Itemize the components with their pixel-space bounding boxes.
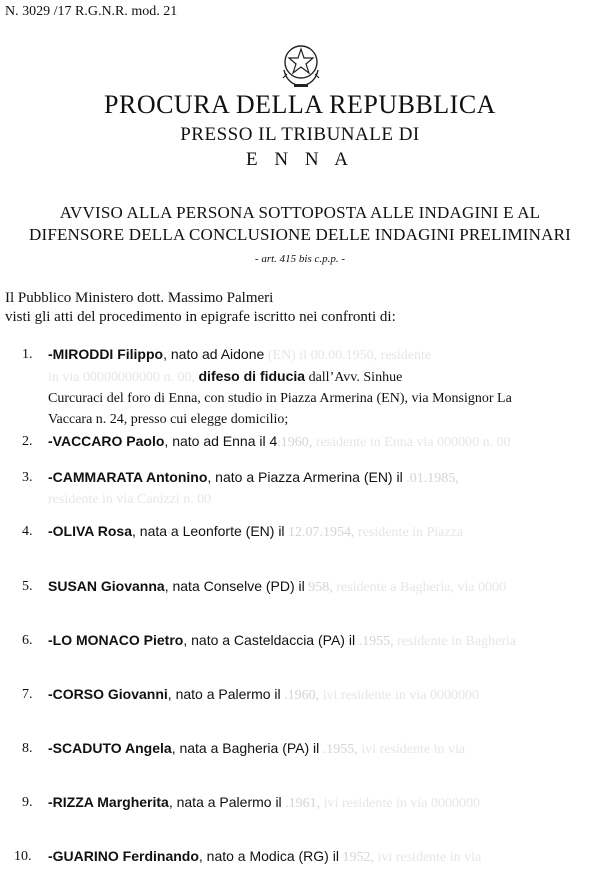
redacted-text: residente in Piazza [358, 525, 463, 540]
list-item [22, 792, 592, 814]
list-item [22, 738, 592, 760]
defense-line-4: Vaccara n. 24, presso cui elegge domicilio; [48, 412, 289, 427]
item-number: 6. [22, 633, 33, 648]
list-item [22, 684, 592, 706]
office-title: PROCURA DELLA REPUBBLICA [104, 90, 496, 119]
list-item [22, 467, 592, 510]
person-name: -GUARINO Ferdinando [48, 848, 199, 864]
person-name: -LO MONACO Pietro [48, 632, 184, 648]
redacted-text: residente a Bagheria, via 0000 [336, 580, 507, 595]
item-number: 7. [22, 687, 33, 702]
item-number: 1. [22, 347, 33, 362]
list-item [22, 344, 592, 430]
partial-date: 958, [308, 580, 333, 595]
redacted-text: ivi residente in via 0000000 [323, 796, 480, 811]
redacted-text: ivi residente in via [361, 742, 466, 757]
person-details: , nato a Modica (RG) il [198, 848, 339, 864]
person-details: , nato a Casteldaccia (PA) il [183, 632, 356, 648]
person-name: -RIZZA Margherita [48, 794, 169, 810]
item-number: 4. [22, 524, 33, 539]
notice-title-line2: DIFENSORE DELLA CONCLUSIONE DELLE INDAGINI PRELIMINARI [28, 225, 571, 244]
partial-date: 12.07.1954, [288, 525, 355, 540]
person-name: -OLIVA Rosa [48, 523, 133, 539]
person-name: -CAMMARATA Antonino [48, 469, 208, 485]
redacted-text: in via 00000000000 n. 00, [48, 370, 195, 385]
person-name: SUSAN Giovanna [48, 578, 165, 594]
person-name: -MIRODDI Filippo [48, 346, 164, 362]
item-number: 9. [22, 795, 33, 810]
item-number: 2. [22, 434, 33, 449]
person-details: , nato a Palermo il [167, 686, 281, 702]
protocol-number: N. 3029 /17 R.G.N.R. mod. 21 [5, 4, 178, 19]
person-details: , nata a Leonforte (EN) il [132, 523, 285, 539]
list-item [22, 576, 592, 598]
list-item [22, 521, 592, 543]
item-number: 5. [22, 579, 33, 594]
partial-date: .1960, [284, 688, 320, 703]
defense-detail: dall’Avv. Sinhue [305, 370, 403, 385]
defense-label: difeso di fiducia [198, 368, 306, 384]
person-name: -CORSO Giovanni [48, 686, 168, 702]
list-item [22, 630, 592, 652]
person-details: , nata a Palermo il [168, 794, 282, 810]
partial-date: .1961, [285, 796, 321, 811]
redacted-text: residente in Bagheria [397, 634, 517, 649]
person-details: , nato a Piazza Armerina (EN) il [207, 469, 403, 485]
person-details: , nato ad Aidone [163, 346, 265, 362]
office-subtitle: PRESSO IL TRIBUNALE DI [180, 124, 420, 145]
person-name: -SCADUTO Angela [48, 740, 172, 756]
item-number: 8. [22, 741, 33, 756]
redacted-text: ivi residente in via 0000000 [322, 688, 479, 703]
article-reference: - art. 415 bis c.p.p. - [254, 253, 346, 265]
partial-date: .1955, [358, 634, 394, 649]
partial-date: 1952, [342, 850, 374, 865]
item-number: 10. [14, 849, 32, 864]
list-item [14, 846, 592, 868]
intro-line-1: Il Pubblico Ministero dott. Massimo Palmeri [5, 290, 274, 306]
list-item [22, 431, 592, 453]
intro-line-2: visti gli atti del procedimento in epigrafe iscritto nei confronti di: [5, 309, 396, 325]
defense-line-3: Curcuraci del foro di Enna, con studio in Piazza Armerina (EN), via Monsignor La [48, 391, 512, 406]
notice-title-line1: AVVISO ALLA PERSONA SOTTOPOSTA ALLE INDAGINI E AL [59, 203, 541, 222]
person-details: , nata a Bagheria (PA) il [171, 740, 320, 756]
redacted-text: (EN) il 00.00.1950, residente [267, 348, 432, 363]
office-city: E N N A [246, 149, 354, 170]
partial-date: .01.1985, [406, 471, 459, 486]
person-details: , nato ad Enna il 4 [164, 433, 278, 449]
partial-date: .1955, [322, 742, 358, 757]
redacted-text: ivi residente in via [377, 850, 482, 865]
emblem-icon [279, 40, 323, 90]
redacted-text: residente in Enna via 000000 n. 00 [315, 435, 511, 450]
person-name: -VACCARO Paolo [48, 433, 165, 449]
partial-date: .1960, [277, 435, 313, 450]
item-number: 3. [22, 470, 33, 485]
redacted-text: residente in via Canizzi n. 00 [48, 492, 212, 507]
person-details: , nata Conselve (PD) il [164, 578, 305, 594]
